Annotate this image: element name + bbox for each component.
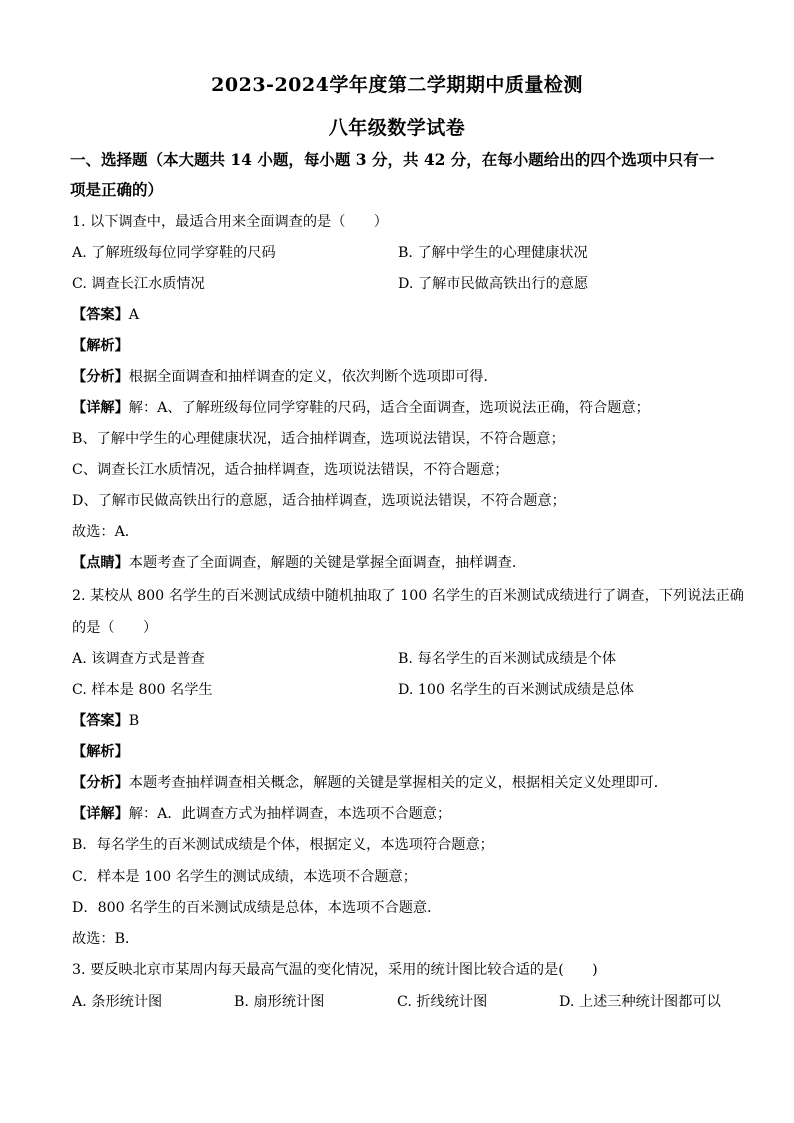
section-heading-line2: 项是正确的） xyxy=(70,180,164,199)
analysis-tag: 【解析】 xyxy=(72,338,129,354)
q1-explain-b: B、了解中学生的心理健康状况，适合抽样调查，选项说法错误，不符合题意； xyxy=(72,431,565,447)
answer-value: A xyxy=(128,307,140,323)
q2-explain-b: B．每名学生的百米测试成绩是个体，根据定义，本选项符合题意； xyxy=(72,837,494,853)
q2-option-c: C. 样本是 800 名学生 xyxy=(72,682,213,698)
q2-stem-line2: 的是（ ） xyxy=(72,620,158,636)
page-title: 2023-2024学年度第二学期期中质量检测 xyxy=(211,74,583,96)
q1-option-d: D. 了解市民做高铁出行的意愿 xyxy=(398,276,589,292)
q2-explain-d: D．800 名学生的百米测试成绩是总体，本选项不合题意． xyxy=(72,900,442,916)
q1-explain-d: D、了解市民做高铁出行的意愿，适合抽样调查，选项说法错误，不符合题意； xyxy=(72,493,566,509)
q1-answer xyxy=(72,305,732,325)
q1-xiangjie xyxy=(72,398,732,418)
q2-conclusion: 故选：B． xyxy=(72,931,140,947)
q2-fenxi xyxy=(72,773,732,793)
q3-option-b: B. 扇形统计图 xyxy=(234,994,325,1010)
fenxi-text: 根据全面调查和抽样调查的定义，依次判断个选项即可得． xyxy=(128,369,498,385)
q3-option-d: D. 上述三种统计图都可以 xyxy=(559,994,721,1010)
q2-xiangjie xyxy=(72,804,732,824)
q2-stem-line1: 2. 某校从 800 名学生的百米测试成绩中随机抽取了 100 名学生的百米测试成绩进行了调查，下列说法正确 xyxy=(72,588,744,604)
q2-option-a: A. 该调查方式是普查 xyxy=(72,651,205,667)
q1-dianjing xyxy=(72,553,732,573)
answer-value: B xyxy=(128,713,140,729)
q1-fenxi xyxy=(72,367,732,387)
analysis-tag: 【解析】 xyxy=(72,744,129,760)
q2-option-d: D. 100 名学生的百米测试成绩是总体 xyxy=(398,682,634,698)
q1-stem: 1. 以下调查中，最适合用来全面调查的是（ ） xyxy=(72,214,388,230)
q3-option-a: A. 条形统计图 xyxy=(72,994,163,1010)
q1-option-a: A. 了解班级每位同学穿鞋的尺码 xyxy=(72,245,276,261)
answer-tag: 【答案】 xyxy=(72,713,129,729)
q2-analysis-heading xyxy=(72,742,732,762)
q2-option-b: B. 每名学生的百米测试成绩是个体 xyxy=(398,651,617,667)
q1-option-c: C. 调查长江水质情况 xyxy=(72,276,205,292)
dianjing-tag: 【点睛】 xyxy=(72,555,129,571)
xiangjie-text: 解：A．此调查方式为抽样调查，本选项不合题意； xyxy=(128,806,452,822)
xiangjie-text: 解：A、了解班级每位同学穿鞋的尺码，适合全面调查，选项说法正确，符合题意； xyxy=(128,400,650,416)
q1-conclusion: 故选：A． xyxy=(72,524,139,540)
answer-tag: 【答案】 xyxy=(72,307,129,323)
xiangjie-tag: 【详解】 xyxy=(72,400,129,416)
q3-option-c: C. 折线统计图 xyxy=(397,994,488,1010)
xiangjie-tag: 【详解】 xyxy=(72,806,129,822)
fenxi-tag: 【分析】 xyxy=(72,775,129,791)
q1-option-b: B. 了解中学生的心理健康状况 xyxy=(398,245,588,261)
section-heading-line1: 一、选择题（本大题共 14 小题，每小题 3 分，共 42 分，在每小题给出的四个选项中只有一 xyxy=(70,150,715,169)
q2-answer xyxy=(72,711,732,731)
q1-analysis-heading xyxy=(72,336,732,356)
dianjing-text: 本题考查了全面调查，解题的关键是掌握全面调查，抽样调查． xyxy=(128,555,527,571)
page-subtitle: 八年级数学试卷 xyxy=(328,117,466,139)
q1-explain-c: C、调查长江水质情况，适合抽样调查，选项说法错误，不符合题意； xyxy=(72,462,509,478)
fenxi-tag: 【分析】 xyxy=(72,369,129,385)
q2-explain-c: C．样本是 100 名学生的测试成绩，本选项不合题意； xyxy=(72,869,417,885)
q3-stem: 3. 要反映北京市某周内每天最高气温的变化情况，采用的统计图比较合适的是( ) xyxy=(72,962,598,978)
fenxi-text: 本题考查抽样调查相关概念，解题的关键是掌握相关的定义，根据相关定义处理即可． xyxy=(128,775,668,791)
